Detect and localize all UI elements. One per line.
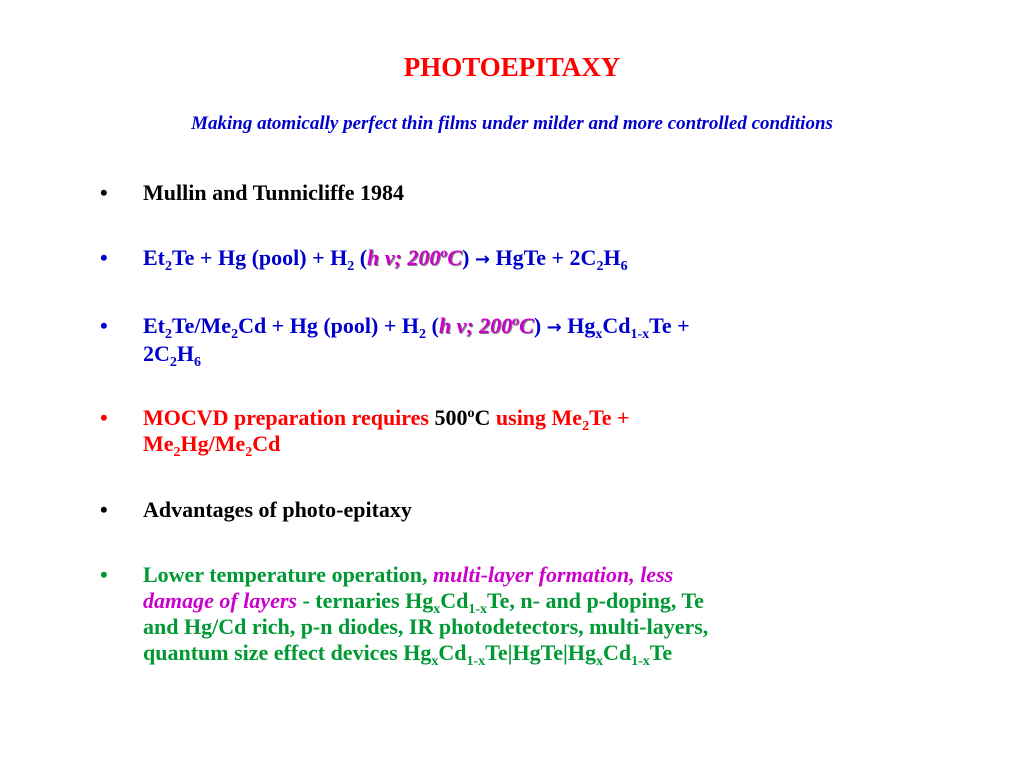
- bullet-item-reference: [100, 180, 900, 206]
- reaction-equation: $Et_2Te + Hg$ (pool) + $H_2$ (h ν; $200^oC$) → HgTe + $2C_2H_6$: [143, 245, 628, 274]
- highlight-text: damage of layers: [143, 588, 297, 613]
- bullet-dot: •: [100, 180, 108, 205]
- slide-title: PHOTOEPITAXY: [403, 52, 621, 82]
- bullet-item-hgte-reaction: [100, 245, 900, 273]
- bullet-item-advantages: [100, 497, 900, 523]
- slide-subtitle: Making atomically perfect thin films under milder and more controlled conditions: [191, 113, 833, 134]
- reaction-condition: h ν; 200$^o$C: [438, 313, 534, 338]
- bullet-text: MOCVD preparation requires 500$^o$C using $Me_2Te$ + $Me_2Hg/Me_2Cd$: [143, 405, 630, 460]
- bullet-dot: •: [100, 313, 108, 338]
- bullet-item-advantages-detail: [100, 562, 900, 669]
- bullet-dot: •: [100, 562, 108, 587]
- mocvd-temperature: 500$^o$C: [434, 405, 491, 430]
- highlight-text: multi-layer formation, less: [433, 562, 674, 587]
- reaction-equation: $Et_2Te/Me_2Cd + Hg$ (pool) + $H_2$ (h ν; $200^oC) \to Hg_xCd_{1-x}Te$ + $2C_2H_6$: [143, 313, 690, 370]
- bullet-item-hgcdte-reaction: [100, 313, 900, 370]
- bullet-dot: •: [100, 497, 108, 522]
- bullet-list: [100, 180, 900, 669]
- bullet-text: Lower temperature operation, multi-layer formation, less damage of layers - ternaries $Hg_xCd_{1-x}Te$, n- and p-doping, Te and Hg/Cd rich, p-n diodes, IR photodetectors, multi-layers, quantum size effect devices $Hg_xCd_{1-x}Te|HgTe|Hg_xCd_{1-x}Te$: [143, 562, 709, 669]
- bullet-dot: •: [100, 405, 108, 430]
- bullet-text: Advantages of photo-epitaxy: [143, 497, 412, 522]
- reaction-arrow-icon: →: [546, 317, 562, 338]
- bullet-dot: •: [100, 245, 108, 270]
- bullet-item-mocvd: [100, 405, 900, 460]
- bullet-text: Mullin and Tunnicliffe 1984: [143, 180, 405, 205]
- reaction-condition: h ν; 200$^o$C: [367, 245, 463, 270]
- reaction-arrow-icon: →: [474, 249, 490, 270]
